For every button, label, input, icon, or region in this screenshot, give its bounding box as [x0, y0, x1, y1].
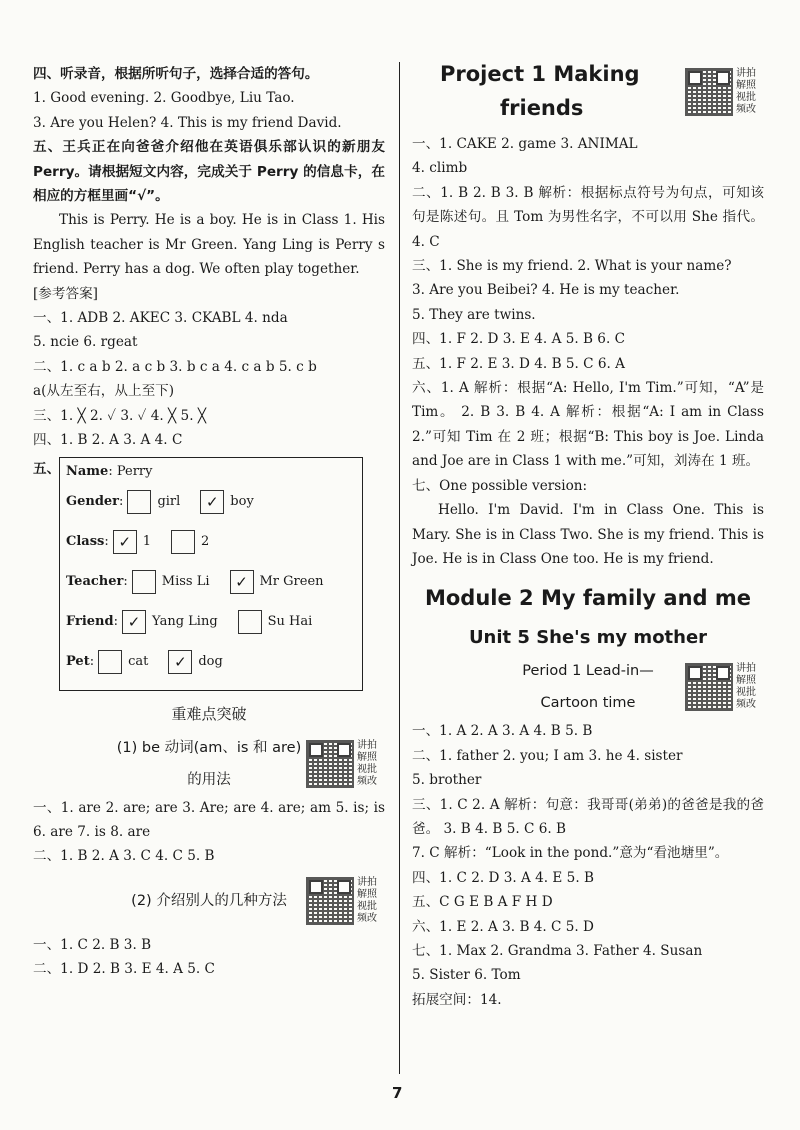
- option-miss-li: Miss Li: [161, 574, 210, 589]
- checkbox-girl: [127, 490, 151, 514]
- checkbox-cat: [98, 650, 122, 674]
- unit-answer-2-line-2: 5. brother: [412, 772, 482, 789]
- card-pet-row: [66, 642, 356, 682]
- section-4-line-1: 1. Good evening. 2. Goodbye, Liu Tao.: [33, 90, 295, 107]
- right-column: [412, 62, 764, 1012]
- project-header: [412, 62, 764, 132]
- qr-code-icon[interactable]: [685, 68, 733, 116]
- card-name-row: [66, 462, 356, 482]
- subsection-1-title-line-1: (1) be 动词(am、is 和 are): [116, 739, 302, 756]
- answer-2-line-2: a(从左至右，从上至下): [33, 383, 175, 400]
- class-key: Class: [66, 534, 105, 549]
- subsection-1-answer-2: 二、1. B 2. A 3. C 4. C 5. B: [33, 848, 215, 865]
- qr-code-icon[interactable]: [685, 663, 733, 711]
- project-answer-5: 五、1. F 2. E 3. D 4. B 5. C 6. A: [412, 355, 625, 372]
- subsection-2-header: [33, 869, 385, 933]
- qr-caption: 讲拍解照视批频改: [736, 663, 756, 711]
- checkbox-boy: ✓: [200, 490, 224, 514]
- unit-answer-4: 四、1. C 2. D 3. A 4. E 5. B: [412, 869, 594, 886]
- unit-title: Unit 5 She's my mother: [468, 627, 708, 649]
- project-answer-7-label: 七、One possible version:: [412, 477, 588, 494]
- unit-answer-3-item-7: 7. C 解析：“Look in the pond.”意为“看池塘里”。: [412, 845, 729, 862]
- answer-3: 三、1. ╳ 2. ✓ 3. ✓ 4. ╳ 5. ╳: [33, 407, 207, 424]
- project-answer-3-line-3: 5. They are twins.: [412, 306, 536, 323]
- qr-block[interactable]: [685, 68, 760, 116]
- checkbox-class-2: [171, 530, 195, 554]
- unit-answer-7-line-2: 5. Sister 6. Tom: [412, 967, 521, 984]
- subsection-1-title: [117, 732, 301, 796]
- project-answer-3-line-2: 3. Are you Beibei? 4. He is my teacher.: [412, 282, 680, 299]
- colon: :: [119, 494, 124, 509]
- module-title: Module 2 My family and me: [424, 586, 752, 611]
- answer-5: [33, 457, 385, 691]
- info-card: [59, 457, 363, 691]
- subsection-2-answer-1: 一、1. C 2. B 3. B: [33, 936, 152, 953]
- period-title-line-2: Cartoon time: [540, 695, 636, 712]
- option-yang-ling: Yang Ling: [152, 614, 218, 629]
- key-points-title: 重难点突破: [171, 704, 247, 723]
- qr-caption: 讲拍解照视批频改: [357, 739, 377, 787]
- option-cat: cat: [128, 654, 149, 669]
- answer-5-label: 五、: [33, 460, 61, 477]
- option-mr-green: Mr Green: [259, 574, 324, 589]
- project-title-line-1: Project 1 Making: [440, 62, 640, 86]
- subsection-1-header: [33, 732, 385, 796]
- answer-1-line-2: 5. ncie 6. rgeat: [33, 334, 138, 351]
- gender-key: Gender: [66, 494, 120, 509]
- card-teacher-row: [66, 562, 356, 602]
- option-su-hai: Su Hai: [267, 614, 313, 629]
- colon: :: [89, 654, 95, 669]
- section-5-title: 五、王兵正在向爸爸介绍他在英语俱乐部认识的新朋友 Perry。请根据短文内容，完成关于 Perry 的信息卡，在相应的方框里画“√”。: [33, 139, 385, 205]
- teacher-key: Teacher: [66, 574, 124, 589]
- checkbox-mr-green: ✓: [230, 570, 254, 594]
- card-gender-row: [66, 482, 356, 522]
- subsection-1-title-line-2: 的用法: [187, 771, 231, 788]
- subsection-1-answer-1: 一、1. are 2. are; are 3. Are; are 4. are; am 5. is; is 6. are 7. is 8. are: [33, 799, 385, 840]
- project-answer-7-text: Hello. I'm David. I'm in Class One. This is Mary. She is in Class Two. She is my friend. This is Joe. He is in Class One too. He is my friend.: [412, 502, 764, 567]
- option-class-1: 1: [142, 534, 152, 549]
- page-number: 7: [392, 1084, 403, 1102]
- checkbox-miss-li: [132, 570, 156, 594]
- unit-answer-7-line-1: 七、1. Max 2. Grandma 3. Father 4. Susan: [412, 942, 703, 959]
- project-answer-1-line-1: 一、1. CAKE 2. game 3. ANIMAL: [412, 136, 638, 152]
- friend-key: Friend: [66, 614, 114, 629]
- period-header: [412, 655, 764, 719]
- qr-block[interactable]: [685, 663, 760, 711]
- period-title: [522, 655, 653, 719]
- period-title-line-1: Period 1 Lead-in—: [522, 663, 654, 680]
- project-answer-1-line-2: 4. climb: [412, 160, 468, 177]
- option-girl: girl: [157, 494, 181, 509]
- answer-2-line-1: 二、1. c a b 2. a c b 3. b c a 4. c a b 5. c b: [33, 358, 317, 375]
- checkbox-yang-ling: ✓: [122, 610, 146, 634]
- option-class-2: 2: [201, 534, 210, 549]
- qr-block[interactable]: [306, 877, 381, 925]
- answer-4: 四、1. B 2. A 3. A 4. C: [33, 432, 183, 449]
- project-answer-4: 四、1. F 2. D 3. E 4. A 5. B 6. C: [412, 331, 625, 348]
- subsection-2-answer-2: 二、1. D 2. B 3. E 4. A 5. C: [33, 961, 215, 978]
- unit-answer-6: 六、1. E 2. A 3. B 4. C 5. D: [412, 918, 594, 935]
- pet-key: Pet: [66, 654, 90, 669]
- qr-caption: 讲拍解照视批频改: [357, 876, 377, 924]
- reference-answer-label: [参考答案]: [33, 285, 98, 302]
- unit-answer-3: 三、1. C 2. A 解析：句意：我哥哥(弟弟)的爸爸是我的爸爸。 3. B 4. B 5. C 6. B: [412, 796, 764, 837]
- project-title-line-2: friends: [500, 96, 584, 120]
- unit-answer-5: 五、C G E B A F H D: [412, 894, 553, 911]
- card-friend-row: [66, 602, 356, 642]
- extension-space: 拓展空间：14.: [412, 991, 502, 1008]
- option-boy: boy: [230, 494, 254, 509]
- unit-answer-1: 一、1. A 2. A 3. A 4. B 5. B: [412, 723, 593, 740]
- checkbox-dog: ✓: [168, 650, 192, 674]
- qr-block[interactable]: [306, 740, 381, 788]
- colon: :: [104, 534, 109, 549]
- project-answer-2: 二、1. B 2. B 3. B 解析：根据标点符号为句点，可知该句是陈述句。且 Tom 为男性名字，不可以用 She 指代。 4. C: [412, 184, 764, 250]
- section-4-title: 四、听录音，根据所听句子，选择合适的答句。: [33, 66, 319, 82]
- subsection-2-title: (2) 介绍别人的几种方法: [131, 892, 287, 909]
- qr-caption: 讲拍解照视批频改: [736, 68, 756, 115]
- checkbox-su-hai: [238, 610, 262, 634]
- name-key: Name: [66, 464, 109, 479]
- colon: :: [123, 574, 128, 589]
- section-4-line-2: 3. Are you Helen? 4. This is my friend David.: [33, 114, 342, 131]
- checkbox-class-1: ✓: [113, 530, 137, 554]
- option-dog: dog: [198, 654, 223, 669]
- card-class-row: [66, 522, 356, 562]
- colon: :: [113, 614, 118, 629]
- qr-code-icon[interactable]: [306, 740, 354, 788]
- project-answer-6: 六、1. A 解析：根据“A: Hello, I'm Tim.”可知，“A”是 Tim。 2. B 3. B 4. A 解析：根据“A: I am in Class 2.”可知 Tim 在 2 班；根据“B: This boy is Joe. Linda and Joe are in Class 1 with me.”可知，刘涛在 1 班。: [412, 380, 764, 470]
- colon: :: [108, 464, 117, 479]
- answer-1-line-1: 一、1. ADB 2. AKEC 3. CKABL 4. nda: [33, 310, 288, 327]
- name-value: Perry: [116, 464, 153, 479]
- left-column: [33, 62, 385, 982]
- unit-answer-2-line-1: 二、1. father 2. you; I am 3. he 4. sister: [412, 747, 683, 764]
- passage: This is Perry. He is a boy. He is in Class 1. His English teacher is Mr Green. Yang Ling is Perry s friend. Perry has a dog. We often play together.: [33, 212, 385, 278]
- project-answer-3-line-1: 三、1. She is my friend. 2. What is your name?: [412, 258, 732, 275]
- column-divider: [399, 62, 400, 1074]
- qr-code-icon[interactable]: [306, 877, 354, 925]
